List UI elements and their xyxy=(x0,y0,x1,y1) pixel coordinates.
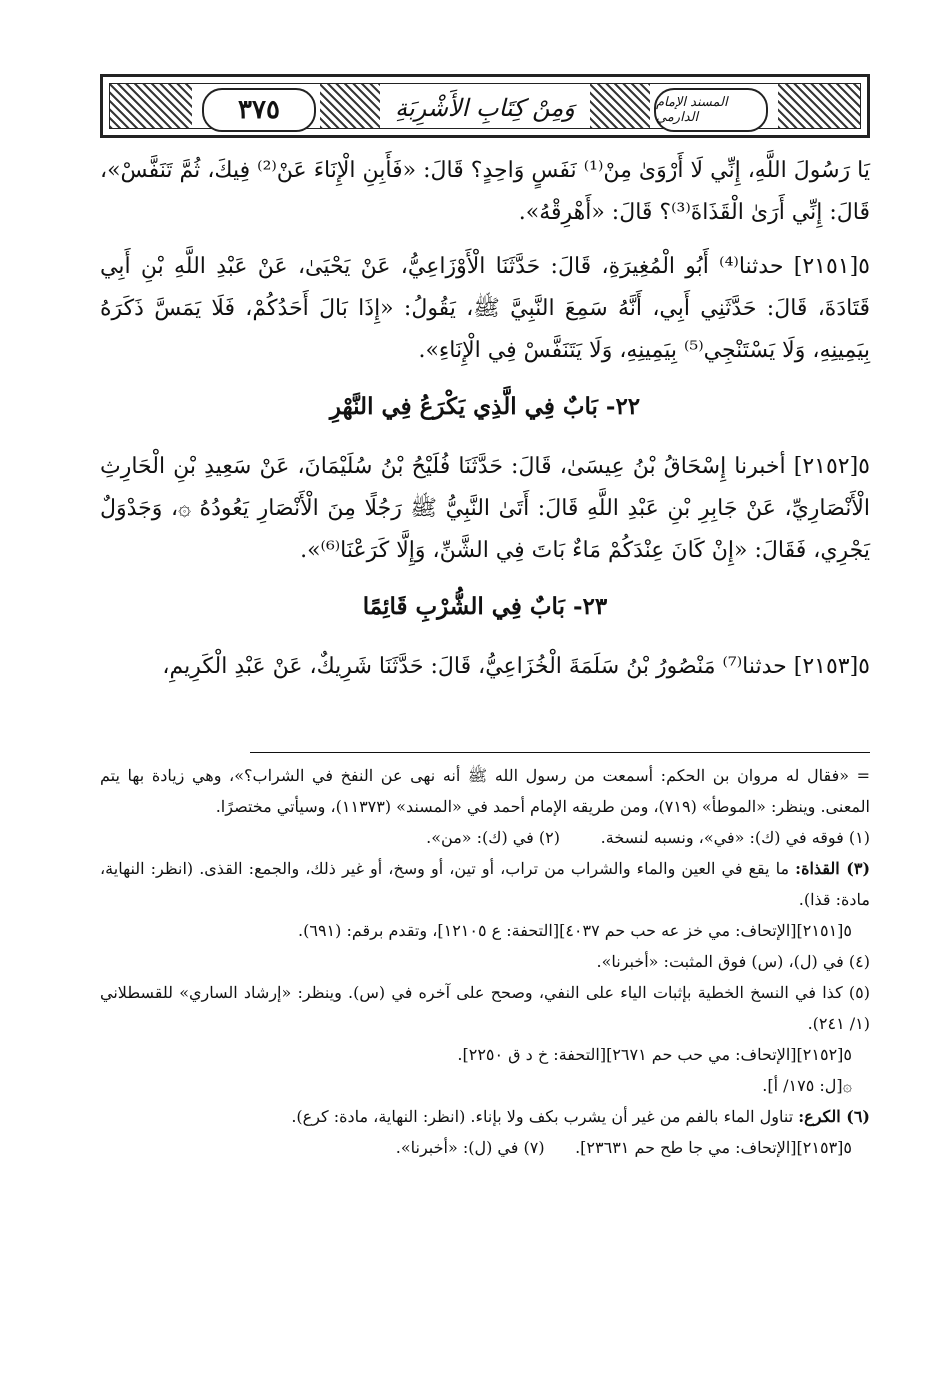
running-title: وَمِنْ كِتَابِ الأَشْرِبَةِ xyxy=(380,88,590,128)
footnote-3-text: ما يقع في العين والماء والشراب من تراب، أو تين، أو وسخ، أو غير ذلك، والجمع: القذى. (انظر: النهاية، مادة: قذا). xyxy=(100,859,870,909)
footnote-continuation: = «فقال له مروان بن الحكم: أسمعت من رسول الله ﷺ أنه نهى عن النفخ في الشراب؟»، وهي زيادة بها يتم المعنى. وينظر: «الموطأ» (٧١٩)، ومن طريقه الإمام أحمد في «المسند» (١١٣٧٣)، وسيأتي مختصرًا. xyxy=(100,766,871,816)
footnote-1: (١) فوقه في (ك): «في»، ونسبه لنسخة. xyxy=(600,828,870,847)
hadith-2151: ٥[٢١٥١] حدثنا⁽⁴⁾ أَبُو الْمُغِيرَةِ، قَالَ: حَدَّثَنَا الْأَوْزَاعِيُّ، عَنْ يَحْيَىٰ، عَنْ عَبْدِ اللَّهِ بْنِ أَبِي قَتَادَةَ، قَالَ: حَدَّثَنِي أَبِي، أَنَّهُ سَمِعَ النَّبِيَّ ﷺ، يَقُولُ: «إِذَا بَالَ أَحَدُكُمْ، فَلَا يَمَسَّ ذَكَرَهُ بِيَمِينِهِ، وَلَا يَسْتَنْجِي⁽⁵⁾ بِيَمِينِهِ، وَلَا يَتَنَفَّسْ فِي الْإِنَاءِ». xyxy=(100,254,870,363)
footnote-5: (٥) كذا في النسخ الخطية بإثبات الياء على النفي، وصحح على آخره في (س). وينظر: «إرشاد الساري» للقسطلاني (١/ ٢٤١). xyxy=(100,983,870,1033)
hadith-2153: ٥[٢١٥٣] حدثنا⁽⁷⁾ مَنْصُورُ بْنُ سَلَمَةَ الْخُزَاعِيُّ، قَالَ: حَدَّثَنَا شَرِيكٌ، عَنْ عَبْدِ الْكَرِيمِ، xyxy=(162,654,870,679)
paragraph-continuation: يَا رَسُولَ اللَّهِ، إِنِّي لَا أَرْوَىٰ مِنْ⁽¹⁾ نَفَسٍ وَاحِدٍ؟ قَالَ: «فَأَبِنِ الْإِنَاءَ عَنْ⁽²⁾ فِيكَ، ثُمَّ تَنَفَّسْ»، قَالَ: إِنِّي أَرَىٰ الْقَذَاةَ⁽³⁾؟ قَالَ: «أَهْرِقْهُ». xyxy=(100,158,870,225)
footnote-row-1-2 xyxy=(100,822,870,853)
page-number: ٣٧٥ xyxy=(202,88,316,132)
footnote-divider xyxy=(250,752,870,753)
footnote-7: (٧) في (ل): «أخبرنا». xyxy=(395,1138,545,1157)
ornament-mid-right xyxy=(590,84,650,128)
footnote-6-term: (٦) الكرع: xyxy=(798,1107,870,1126)
header-frame xyxy=(109,83,861,129)
footnote-3-term: (٣) القذاة: xyxy=(795,859,871,878)
chapter-heading-22: ٢٢- بَابٌ فِي الَّذِي يَكْرَعُ فِي النَّهْرِ xyxy=(329,393,641,420)
footnote-2: (٢) في (ك): «من». xyxy=(426,828,560,847)
footnotes xyxy=(100,760,870,1163)
page-header xyxy=(100,74,870,138)
takhrij-2151: ٥[٢١٥١][الإتحاف: مي خز عه حب حم ٤٠٣٧][التحفة: ع ١٢١٠٥]، وتقدم برقم: (٦٩١). xyxy=(298,921,852,940)
takhrij-2152: ٥[٢١٥٢][الإتحاف: مي حب حم ٢٦٧١][التحفة: خ د ق ٢٢٥٠]. xyxy=(457,1045,852,1064)
manuscript-ref: ۞[ل: ١٧٥/ أ]. xyxy=(762,1076,852,1095)
footnote-6 xyxy=(100,1101,870,1132)
ornament-right xyxy=(778,84,860,128)
footnote-row-2153 xyxy=(100,1132,870,1163)
footnote-3 xyxy=(100,853,870,915)
footnote-6-text: تناول الماء بالفم من غير أن يشرب بكف ولا بإناء. (انظر: النهاية، مادة: كرع). xyxy=(291,1107,794,1126)
publisher-logo: المسند الإمام الدارمي xyxy=(654,88,768,132)
ornament-mid-left xyxy=(320,84,380,128)
main-text xyxy=(100,150,870,700)
chapter-heading-23: ٢٣- بَابٌ فِي الشُّرْبِ قَائِمًا xyxy=(362,593,608,620)
ornament-left xyxy=(110,84,192,128)
takhrij-2153: ٥[٢١٥٣][الإتحاف: مي جا طح حم ٢٣٦٣١]. xyxy=(575,1138,852,1157)
footnote-4: (٤) في (ل)، (س) فوق المثبت: «أخبرنا». xyxy=(596,952,870,971)
hadith-2152: ٥[٢١٥٢] أخبرنا إِسْحَاقُ بْنُ عِيسَىٰ، قَالَ: حَدَّثَنَا فُلَيْحُ بْنُ سُلَيْمَانَ، عَنْ سَعِيدِ بْنِ الْحَارِثِ الْأَنْصَارِيِّ، عَنْ جَابِرِ بْنِ عَبْدِ اللَّهِ قَالَ: أَتَىٰ النَّبِيُّ ﷺ رَجُلًا مِنَ الْأَنْصَارِ يَعُودُهُ ۞، وَجَدْوَلٌ يَجْرِي، فَقَالَ: «إِنْ كَانَ عِنْدَكُمْ مَاءٌ بَاتَ فِي الشَّنِّ، وَإِلَّا كَرَعْنَا⁽⁶⁾». xyxy=(100,454,870,563)
